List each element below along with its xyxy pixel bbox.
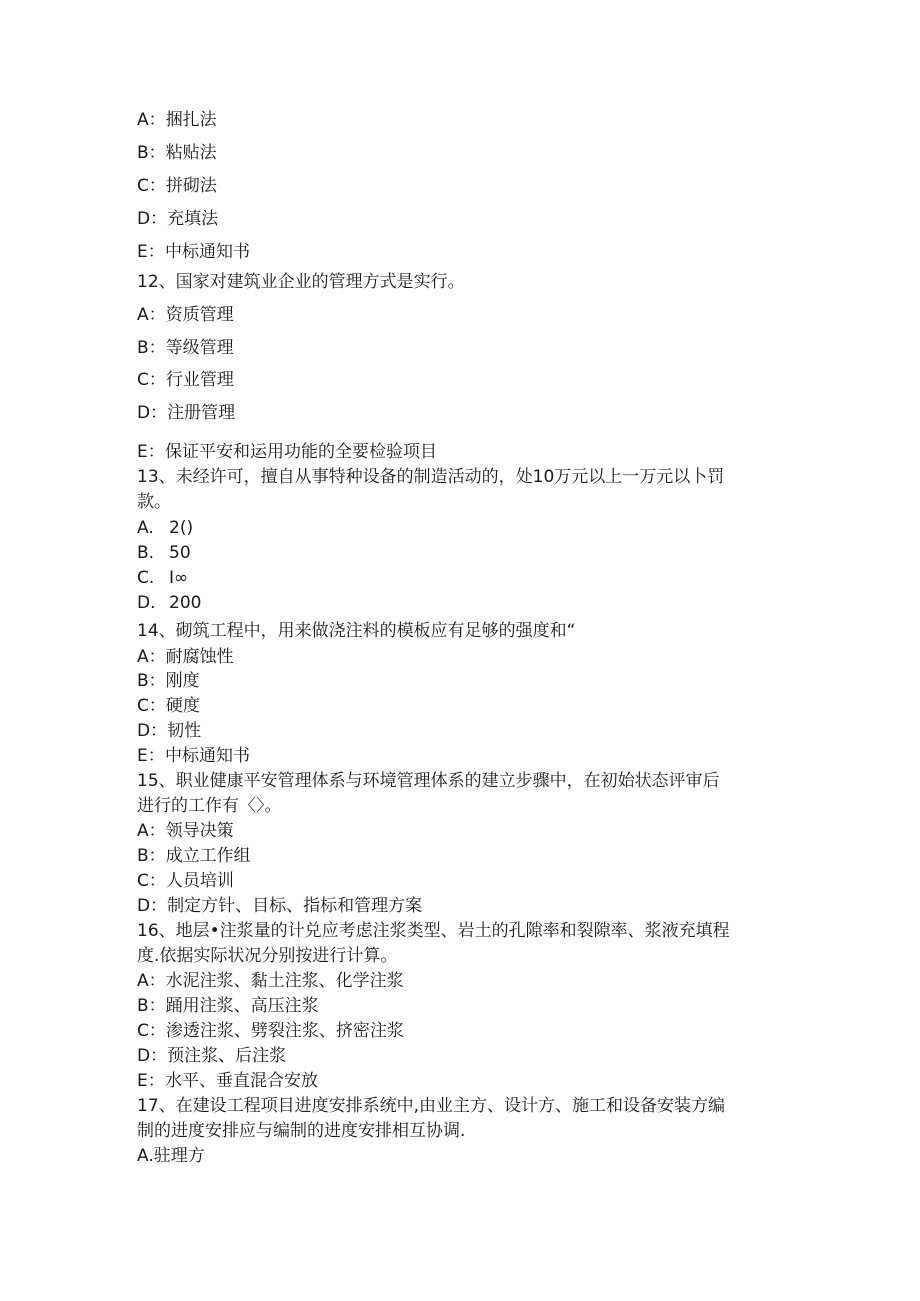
option-label: A： xyxy=(137,647,166,667)
option-q16-e xyxy=(137,1069,318,1093)
option-text: 中标通知书 xyxy=(165,746,250,766)
option-label: A. xyxy=(137,1146,154,1166)
option-q14-d xyxy=(137,719,201,743)
question-14: 14、砌筑工程中，用来做浇注料的模板应有足够的强度和“ xyxy=(137,621,576,641)
question-12: 12、国家对建筑业企业的管理方式是实行。 xyxy=(137,272,465,292)
option-label: A： xyxy=(137,971,166,991)
option-text: 渗透注浆、劈裂注浆、挤密注浆 xyxy=(165,1021,404,1041)
option-label: A： xyxy=(137,821,166,841)
option-label: B： xyxy=(137,143,166,163)
option-label: D： xyxy=(137,1046,168,1066)
option-label: C： xyxy=(137,696,166,716)
option-text: 2() xyxy=(169,518,194,538)
option-q14-b xyxy=(137,669,200,693)
option-q11-c xyxy=(137,174,217,198)
option-label: E： xyxy=(137,442,165,462)
option-q11-e xyxy=(137,240,250,264)
option-q12-e xyxy=(137,440,437,464)
option-text: 领导决策 xyxy=(165,821,234,841)
option-text: 捆扎法 xyxy=(165,110,217,130)
question-17-line2: 制的进度安排应与编制的进度安排相互协调. xyxy=(137,1121,466,1141)
option-text: 人员培训 xyxy=(165,871,234,891)
option-label: D. xyxy=(137,593,156,613)
option-label: E： xyxy=(137,242,165,262)
question-16-line2: 度.依据实际状况分别按进行计算。 xyxy=(137,946,398,966)
option-text: 硬度 xyxy=(165,696,200,716)
option-label: D： xyxy=(137,403,168,423)
option-text: 粘贴法 xyxy=(165,143,217,163)
option-text: 驻理方 xyxy=(153,1146,205,1166)
option-q13-c xyxy=(137,566,188,590)
option-q16-c xyxy=(137,1019,404,1043)
option-text: 水泥注浆、黏土注浆、化学注浆 xyxy=(165,971,404,991)
option-text: 耐腐蚀性 xyxy=(165,647,234,667)
option-text: 预注浆、后注浆 xyxy=(167,1046,287,1066)
option-q12-b xyxy=(137,336,234,360)
option-q11-a xyxy=(137,108,217,132)
option-text: 制定方针、目标、指标和管理方案 xyxy=(167,896,423,916)
option-q15-d xyxy=(137,894,422,918)
option-label: C： xyxy=(137,176,166,196)
option-q15-a xyxy=(137,819,234,843)
option-q16-b xyxy=(137,994,319,1018)
question-15-line1: 15、职业健康平安管理体系与环境管理体系的建立步骤中，在初始状态评审后 xyxy=(137,771,720,791)
option-q11-b xyxy=(137,141,217,165)
option-label: E： xyxy=(137,746,165,766)
option-text: 保证平安和运用功能的全要检验项目 xyxy=(165,442,437,462)
question-13-line1: 13、未经许可，擅自从事特种设备的制造活动的，处10万元以上一万元以卜罚 xyxy=(137,467,725,487)
option-q13-a xyxy=(137,516,193,540)
option-text: 行业管理 xyxy=(165,370,234,390)
option-q13-b xyxy=(137,541,191,565)
option-text: 中标通知书 xyxy=(165,242,250,262)
option-text: 等级管理 xyxy=(165,338,234,358)
option-q15-b xyxy=(137,844,251,868)
option-text: 200 xyxy=(169,593,202,613)
option-label: B. xyxy=(137,543,155,563)
option-q14-e xyxy=(137,744,250,768)
option-text: 充填法 xyxy=(167,209,219,229)
option-q16-d xyxy=(137,1044,286,1068)
option-text: 资质管理 xyxy=(165,305,234,325)
option-label: A. xyxy=(137,518,154,538)
option-text: 刚度 xyxy=(165,671,200,691)
question-13-line2: 款。 xyxy=(137,492,171,512)
option-q11-d xyxy=(137,207,218,231)
option-label: C： xyxy=(137,871,166,891)
option-label: B： xyxy=(137,996,166,1016)
option-label: C： xyxy=(137,370,166,390)
option-label: B： xyxy=(137,846,166,866)
option-q14-a xyxy=(137,645,234,669)
option-q12-a xyxy=(137,303,234,327)
option-text: 水平、垂直混合安放 xyxy=(165,1071,318,1091)
option-label: B： xyxy=(137,671,166,691)
option-label: B： xyxy=(137,338,166,358)
option-label: D： xyxy=(137,896,168,916)
option-label: D： xyxy=(137,209,168,229)
option-text: 踊用注浆、高压注浆 xyxy=(165,996,319,1016)
option-q15-c xyxy=(137,869,234,893)
option-q17-a xyxy=(137,1144,205,1168)
option-text: I∞ xyxy=(169,568,189,588)
option-label: D： xyxy=(137,721,168,741)
option-text: 成立工作组 xyxy=(165,846,251,866)
option-q12-c xyxy=(137,368,234,392)
option-text: 韧性 xyxy=(167,721,202,741)
option-text: 拼砌法 xyxy=(165,176,217,196)
question-15-line2: 进行的工作有〈〉。 xyxy=(137,796,282,816)
option-q13-d xyxy=(137,591,201,615)
option-label: A： xyxy=(137,305,166,325)
option-label: C. xyxy=(137,568,155,588)
question-16-line1: 16、地层•注浆量的计兑应考虑注浆类型、岩土的孔隙率和裂隙率、浆液充填程 xyxy=(137,921,730,941)
option-q14-c xyxy=(137,694,200,718)
option-label: A： xyxy=(137,110,166,130)
question-17-line1: 17、在建设工程项目进度安排系统中,由业主方、设计方、施工和设备安装方编 xyxy=(137,1096,726,1116)
option-q12-d xyxy=(137,401,235,425)
option-q16-a xyxy=(137,969,404,993)
option-label: E： xyxy=(137,1071,165,1091)
option-text: 注册管理 xyxy=(167,403,236,423)
option-label: C： xyxy=(137,1021,166,1041)
option-text: 50 xyxy=(169,543,191,563)
